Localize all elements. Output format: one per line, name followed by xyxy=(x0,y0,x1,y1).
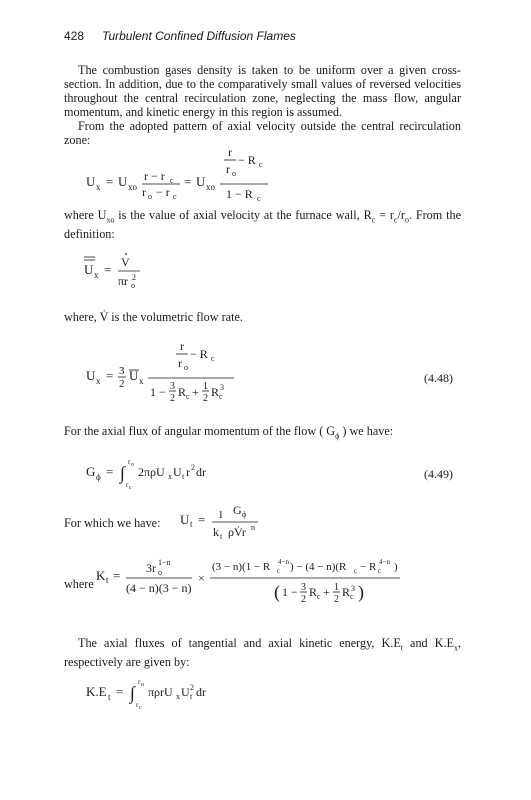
equation-4-48 xyxy=(64,338,264,406)
svg-text:c: c xyxy=(173,192,177,201)
svg-text:): ) xyxy=(358,582,364,602)
equation-tangential-velocity xyxy=(178,496,268,544)
svg-text:3: 3 xyxy=(220,383,224,392)
running-title: Turbulent Confined Diffusion Flames xyxy=(102,29,296,43)
svg-text:1: 1 xyxy=(218,509,224,521)
svg-text:2: 2 xyxy=(132,273,136,282)
svg-text:o: o xyxy=(131,462,134,468)
svg-text:xo: xo xyxy=(206,182,215,192)
svg-text:r − r: r − r xyxy=(144,169,165,183)
svg-text:c: c xyxy=(139,705,142,711)
svg-text:4−n: 4−n xyxy=(379,558,390,566)
svg-text:=: = xyxy=(106,368,114,383)
svg-text:o: o xyxy=(131,281,135,290)
svg-text:U: U xyxy=(84,262,94,277)
svg-text:c: c xyxy=(378,567,382,575)
svg-text:R: R xyxy=(342,585,351,599)
paragraph-kinetic-energy: The axial fluxes of tangential and axial kinetic energy, $K.E_t$ and $K.E_x$, respectively are given by: xyxy=(64,636,462,670)
svg-text:c: c xyxy=(317,592,321,601)
svg-text:− R: − R xyxy=(360,561,377,573)
paragraph-axial-pattern: From the adopted pattern of axial velocity outside the central recirculation zone: xyxy=(64,119,461,147)
svg-text:): ) xyxy=(394,561,398,573)
svg-text:(4 − n)(3 − n): (4 − n)(3 − n) xyxy=(126,581,192,595)
svg-text:U: U xyxy=(196,174,206,189)
svg-text:+: + xyxy=(192,385,199,399)
page-number: 428 xyxy=(64,29,85,43)
svg-text:c: c xyxy=(186,392,190,401)
svg-text:ϕ: ϕ xyxy=(96,472,101,482)
svg-text:1: 1 xyxy=(334,582,339,593)
svg-text:U: U xyxy=(129,368,139,383)
svg-text:c: c xyxy=(354,567,358,575)
svg-text:c: c xyxy=(257,194,261,203)
svg-text:×: × xyxy=(198,571,205,585)
equation-kt xyxy=(94,550,424,610)
svg-text:3: 3 xyxy=(119,365,125,377)
paragraph-angular-momentum: For the axial flux of angular momentum of the flow ( $G_\phi$ ) we have: xyxy=(64,424,394,441)
equation-label-4-49: (4.49) xyxy=(424,467,453,481)
svg-text:c: c xyxy=(350,592,354,601)
svg-text:U: U xyxy=(118,174,128,189)
svg-text:2: 2 xyxy=(334,594,339,605)
svg-text:c: c xyxy=(219,392,223,401)
svg-text:ρV̇r: ρV̇r xyxy=(228,525,246,539)
svg-text:R: R xyxy=(309,585,318,599)
svg-text:c: c xyxy=(259,160,263,169)
svg-text:2: 2 xyxy=(119,378,125,390)
svg-text:o: o xyxy=(141,682,144,688)
svg-text:U: U xyxy=(181,685,190,699)
svg-text:r: r xyxy=(142,185,146,199)
svg-text:R: R xyxy=(211,385,220,399)
svg-text:r: r xyxy=(180,339,184,353)
svg-text:U: U xyxy=(180,512,190,527)
svg-text:2: 2 xyxy=(191,463,195,472)
svg-text:t: t xyxy=(190,692,193,701)
svg-text:3r: 3r xyxy=(146,561,156,575)
equation-mean-velocity xyxy=(64,238,184,298)
svg-text:x: x xyxy=(96,376,101,386)
equation-axial-velocity xyxy=(64,140,284,210)
svg-text:=: = xyxy=(106,464,114,479)
svg-text:=: = xyxy=(184,174,192,189)
svg-text:r: r xyxy=(228,145,232,159)
svg-text:∫: ∫ xyxy=(120,463,125,483)
svg-text:1: 1 xyxy=(203,381,208,392)
svg-text:t: t xyxy=(182,472,185,481)
svg-text:U: U xyxy=(86,174,96,189)
svg-text:c: c xyxy=(129,485,132,491)
svg-text:4−n: 4−n xyxy=(278,558,289,566)
svg-text:− r: − r xyxy=(156,185,170,199)
svg-text:c: c xyxy=(170,176,174,185)
svg-text:t: t xyxy=(190,519,193,529)
svg-text:dr: dr xyxy=(196,685,206,699)
svg-text:k: k xyxy=(213,525,219,539)
svg-text:r: r xyxy=(126,481,129,489)
svg-text:K.E: K.E xyxy=(86,684,107,699)
svg-text:=: = xyxy=(106,174,114,189)
svg-text:xo: xo xyxy=(128,182,137,192)
svg-text:G: G xyxy=(86,464,96,479)
svg-text:1−n: 1−n xyxy=(158,558,171,567)
svg-text:dr: dr xyxy=(196,465,206,479)
svg-text:o: o xyxy=(232,169,236,178)
svg-text:r: r xyxy=(128,458,131,466)
svg-text:1 −: 1 − xyxy=(150,385,166,399)
svg-text:V: V xyxy=(121,255,130,269)
equation-ke-t xyxy=(64,672,264,712)
svg-text:=: = xyxy=(116,684,124,699)
equation-label-4-48: (4.48) xyxy=(424,371,453,385)
svg-text:3: 3 xyxy=(351,584,355,593)
svg-text:o: o xyxy=(148,192,152,201)
paragraph-where-kt: where xyxy=(64,577,94,591)
svg-text:3: 3 xyxy=(170,381,175,392)
paragraph-volumetric-flow: where, V̇ is the volumetric flow rate. xyxy=(64,310,243,324)
svg-text:x: x xyxy=(139,376,144,386)
svg-text:x: x xyxy=(168,472,172,481)
svg-text:r: r xyxy=(178,356,182,370)
svg-text:G: G xyxy=(233,503,242,517)
svg-text:∫: ∫ xyxy=(130,683,135,703)
svg-text:1 − R: 1 − R xyxy=(226,187,253,201)
svg-text:U: U xyxy=(86,368,96,383)
equation-4-49 xyxy=(64,452,284,492)
svg-text:c: c xyxy=(277,567,281,575)
svg-text:− R: − R xyxy=(238,153,256,167)
svg-text:2πρU: 2πρU xyxy=(138,465,165,479)
svg-text:x: x xyxy=(176,692,180,701)
svg-text:+: + xyxy=(323,585,330,599)
svg-text:3: 3 xyxy=(301,582,306,593)
svg-text:1 −: 1 − xyxy=(282,585,298,599)
svg-text:t: t xyxy=(220,532,223,541)
svg-text:o: o xyxy=(184,363,188,372)
svg-text:o: o xyxy=(158,568,162,577)
svg-text:− R: − R xyxy=(190,347,208,361)
svg-text:x: x xyxy=(94,270,99,280)
paragraph-uxo-definition: where $U_{xo}$ is the value of axial velocity at the furnace wall, $R_c = r_c/r_o$. From the definition: xyxy=(64,208,461,242)
svg-text:2: 2 xyxy=(170,393,175,404)
paragraph-density: The combustion gases density is taken to be uniform over a given cross-section. In addition, due to the comparatively small values of reversed velocities throughout the central recirculation zone, neglecting the mass flow, angular momentum, and kinetic energy in this region is assumed. xyxy=(64,63,461,119)
svg-text:t: t xyxy=(108,692,111,702)
svg-text:(3 − n)(1 − R: (3 − n)(1 − R xyxy=(212,561,271,573)
svg-text:r: r xyxy=(136,701,139,709)
svg-text:U: U xyxy=(173,465,182,479)
svg-text:(: ( xyxy=(274,582,280,602)
svg-text:2: 2 xyxy=(203,393,208,404)
svg-text:c: c xyxy=(211,354,215,363)
svg-text:x: x xyxy=(96,182,101,192)
svg-text:r: r xyxy=(138,678,141,686)
svg-text:=: = xyxy=(104,262,112,277)
svg-text:r: r xyxy=(226,162,230,176)
svg-text:ϕ: ϕ xyxy=(242,510,247,519)
svg-text:) − (4 − n)(R: ) − (4 − n)(R xyxy=(290,561,347,573)
svg-text:2: 2 xyxy=(301,594,306,605)
svg-text:πr: πr xyxy=(118,274,129,288)
svg-text:K: K xyxy=(96,568,106,583)
svg-text:=: = xyxy=(198,512,206,527)
svg-text:n: n xyxy=(251,523,255,532)
svg-text:r: r xyxy=(186,465,190,479)
svg-text:πρrU: πρrU xyxy=(148,685,173,699)
svg-text:R: R xyxy=(178,385,187,399)
svg-text:=: = xyxy=(113,568,121,583)
svg-text:t: t xyxy=(106,575,109,585)
paragraph-for-which: For which we have: xyxy=(64,516,161,530)
svg-text:2: 2 xyxy=(190,683,194,692)
